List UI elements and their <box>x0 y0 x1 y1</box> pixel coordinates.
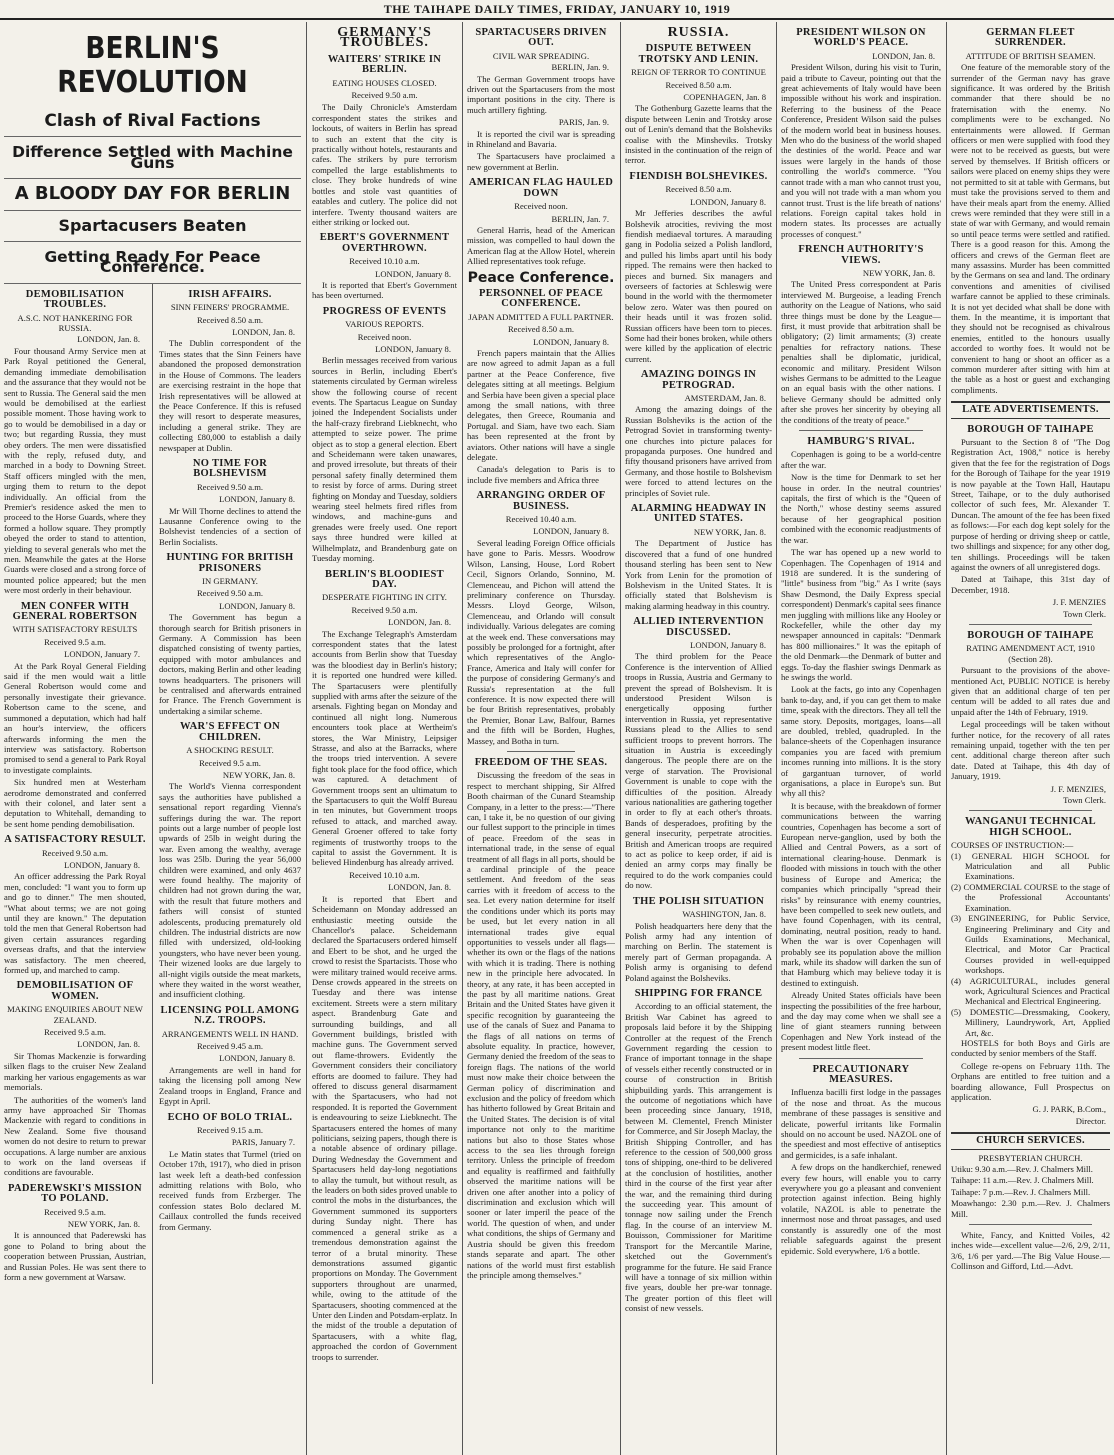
article-text: It is reported that Ebert's Government has been overturned. <box>312 279 457 301</box>
article-heading: PADEREWSKI'S MISSION TO POLAND. <box>8 1182 142 1205</box>
received-time: Received 9.5 a.m. <box>44 636 106 647</box>
article-subheading: VARIOUS REPORTS. <box>345 319 424 330</box>
dateline: LONDON, Jan. 8. <box>388 617 451 628</box>
article-subheading: EATING HOUSES CLOSED. <box>332 77 437 88</box>
subcolumn-left <box>4 284 146 1285</box>
received-time: Received 8.50 a.m. <box>665 184 732 195</box>
article-heading: SHIPPING FOR FRANCE <box>634 987 763 999</box>
article-text: It is because, with the breakdown of former communications between the warring countries, Copenhagen has become a sort of European nerve-ganglion, used by both the Allied and Central Powers, as a sort of international clearing-house. Denmark is flooded with missions in touch with the other business of Europe and America; the companies which principally "spread their risks" by reinsurance with enemy countries, have been compelled to seek new outlets, and have found Copenhagen, with its central, dominating, neutral position, ready to hand. When the war is over Copenhagen will probably see its population above the million mark, while its shadow will darken the sun of that Hamburg which may believe today it is destined to extinguish. <box>781 800 941 988</box>
article-heading: BERLIN'S BLOODIEST DAY. <box>325 568 444 590</box>
article-heading: PRESIDENT WILSON ON WORLD'S PEACE. <box>796 27 926 49</box>
received-time: Received 9.50 a.m. <box>351 604 418 615</box>
divider <box>969 1224 1092 1225</box>
article-text: The Daily Chronicle's Amsterdam correspondent states the strikes and lockouts, of waiters in Berlin has spread to such an extent that the city is practically without hotels, restaurants and cafes. The strikers by pure terrorism compelled the large establishments to close. They broke hundreds of wine bottles and stole vast quantities of eatables and cutlery. The police did not interfere. Twenty thousand waiters are either striking or locked out. <box>312 102 457 227</box>
article-heading: ECHO OF BOLO TRIAL. <box>167 1111 293 1123</box>
article-text: The United Press correspondent at Paris interviewed M. Burgeoise, a leading French authority on the League of Nations, who said three things must be done by the League—first, it must provide that arbitration shall be obligatory; (2) limit armaments; (3) create penalties for refractory nations. These penalties shall be diplomatic, juridical, economic and military. President Wilson wishes Germans to be admitted to the League on an equal basis with the other nations. I believe Germany should be admitted only after she proves her sincerity by obeying all the conditions of the treaty of peace." <box>781 279 941 425</box>
article-heading: SPARTACUSERS DRIVEN OUT. <box>475 27 607 49</box>
article-subheading: IN GERMANY. <box>202 576 258 586</box>
received-time: Received 8.50 a.m. <box>507 324 575 335</box>
received-time: Received 9.5 a.m. <box>199 757 261 768</box>
dateline: LONDON, Jan. 8. <box>232 327 295 338</box>
dateline: LONDON, January 8. <box>533 526 609 537</box>
list-item: Taihape: 7 p.m.—Rev. J. Chalmers Mill. <box>951 1186 1091 1197</box>
article-text: The Gothenburg Gazette learns that the dispute between Lenin and Trotsky arose out of Lenin's demand that the Bolsheviks coalise with the Minsheviks. Trotsky insisted in the continuation of the reign of terror. <box>625 103 772 166</box>
article-heading: MEN CONFER WITH GENERAL ROBERTSON <box>12 600 138 623</box>
article-heading: EBERT'S GOVERNMENT OVERTHROWN. <box>319 232 450 254</box>
article-text: General Harris, head of the American mission, was compelled to haul down the American flag at the Allow Hotel, wherein Allied representatives took refuge. <box>467 224 615 267</box>
article-text: At the Park Royal General Fielding said if the men would wait a little General Robertson would come and personally investigate their grievance. Robertson came to the scene, and summoned a deputation, which had half an hour's interview, the officers afterwards informing the men the interview was satisfactory. Robertson promised to send a general to Park Royal to investigate complaints. <box>4 660 146 775</box>
divider <box>969 810 1092 811</box>
received-time: Received 9.50 a.m. <box>41 847 109 858</box>
dateline: LONDON, January 8. <box>533 336 609 347</box>
article-heading: HAMBURG'S RIVAL. <box>807 436 915 448</box>
article-text: Look at the facts, go into any Copenhagen bank to-day, and, if you can get them to make time, speak with the directors. They all tell the same story. Deposits, mortgages, loans—all are doubled, trebled, quadrupled. In the balance-sheets of the Copenhagen insurance companies you are faced with premium incomes running into millions. It is the story of gargantuan turnover, of world organisations, a place in Europe's sun. But why all this? <box>781 684 941 799</box>
deck-bloody-day: A BLOODY DAY FOR BERLIN <box>4 179 301 210</box>
dateline: NEW YORK, Jan. 8. <box>222 769 295 780</box>
newspaper-page <box>0 20 1114 1455</box>
article-text: Berlin messages received from various sources in Berlin, including Ebert's statements circulated by German wireless show the following course of recent events. The Spartacus League on Sunday joined the Independent Socialists under the half-crazy firebrand Liebknecht, who attempted to seize power. The prime object as to stop a general election. Ebert and Scheidemann were taken unawares, and proved irresolute, but threats of their personal safety finally determined them to resist by force of arms. During street fighting on Monday and Tuesday, soldiers wearing steel helmets fired rifles from windows, and machine-guns and grenades were freely used. One report says three hundred were killed at Wilhelmplatz, and Brandenburg gate on Tuesday morning. <box>312 355 457 564</box>
received-time: Received 10.10 a.m. <box>349 256 420 267</box>
article-text: The Spartacusers have proclaimed a new government at Berlin. <box>467 151 615 172</box>
article-heading: AMAZING DOINGS IN PETROGRAD. <box>640 369 757 391</box>
article-text: Now is the time for Denmark to set her house in order. In the neutral countries' capitals, the first of which is the "Queen of the North," whose destiny seems assured because of her geographical position combined with the economic readjustments of the war. <box>781 472 941 545</box>
dateline: COPENHAGEN, Jan. 8 <box>683 92 766 103</box>
dateline: NEW YORK, Jan. 8. <box>67 1218 140 1229</box>
article-heading: PROGRESS OF EVENTS <box>322 305 447 317</box>
article-subheading: CIVIL WAR SPREADING. <box>492 50 590 61</box>
deck-machine-guns: Difference Settled with Machine Guns <box>4 137 301 179</box>
list-item: Utiku: 9.30 a.m.—Rev. J. Chalmers Mill. <box>951 1164 1093 1175</box>
notice-text: College re-opens on February 11th. The Orphans are entitled to free tuition and a boarding allowance, Full Prospectus on application. <box>951 1060 1110 1102</box>
article-subheading: ARRANGEMENTS WELL IN HAND. <box>161 1028 299 1039</box>
deck-spartacusers: Spartacusers Beaten <box>4 211 301 242</box>
column-spartacusers <box>467 22 615 1455</box>
received-time: Received noon. <box>357 331 412 342</box>
received-time: Received 9.5 a.m. <box>44 1206 106 1217</box>
dateline: LONDON, January 7. <box>64 649 140 660</box>
received-time: Received 9.50 a.m. <box>196 588 264 599</box>
section-heading: Peace Conference. <box>467 269 615 286</box>
divider <box>507 751 575 752</box>
received-time: Received noon. <box>514 201 568 212</box>
courses-list <box>951 851 1110 1038</box>
article-heading: HUNTING FOR BRITISH PRISONERS <box>166 552 294 574</box>
article-text: The Government has begun a thorough search for British prisoners in Germany. A Commission has been dispatched consisting of twenty parties, equipped with motor ambulances and doctors, making Berlin and other leading towns headquarters. The prisoners will be centralised and afterwards entrained for France. The French Government is undertaking a similar scheme. <box>159 612 301 716</box>
article-text: The Dublin correspondent of the Times states that the Sinn Feiners have abandoned the proposed demonstration in the House of Commons. The leaders are exercising restraint in the hope that Irish representatives will be allowed at the Peace Conference. If this is refused they will resort to desperate measures, including a general strike. They are collecting £80,000 to establish a daily newspaper at Dublin. <box>159 338 301 453</box>
column-wilson <box>781 22 941 1455</box>
article-heading: ARRANGING ORDER OF BUSINESS. <box>476 490 606 512</box>
dateline: LONDON, January 8. <box>375 343 451 354</box>
received-time: Received 10.10 a.m. <box>349 869 420 880</box>
article-heading: LICENSING POLL AMONG N.Z. TROOPS. <box>160 1004 300 1027</box>
column-rule <box>462 22 463 1455</box>
article-text: President Wilson, during his visit to Turin, paid a tribute to Caveur, pointing out that the great achievements of Italy would have been impossible without his work and inspiration. Referring to the business of the Peace Conference, President Wilson said the pulses of the modern world beat in business houses. Men who do the business of the world shaped the destinies of the world. Peace and war issues were largely in the hands of those controlling the world's commerce. "You cannot trade with a man who cannot trust you, and you will not trade with a man whom you cannot trust. Trust is the life breath of nations' relations. Foreign capital takes hold in modern states. Its processes are actually processes of conquest." <box>781 62 941 239</box>
received-time: Received 9.50 a.m. <box>351 90 418 101</box>
article-text: An officer addressing the Park Royal men, concluded: "I want you to form up and go to dinner." The men shouted, "What about terms; we are not going until they are known." The deputation told the men that General Robertson had given certain assurances regarding overseas drafts, and that the interview was satisfactory. The men cheered, formed up, and marched to camp. <box>4 871 146 976</box>
received-time: Received 8.50 a.m. <box>196 314 264 325</box>
article-heading: A SATISFACTORY RESULT. <box>4 834 146 846</box>
article-heading: GERMAN FLEET SURRENDER. <box>986 27 1075 49</box>
column-rule <box>946 22 947 1455</box>
article-text: The third problem for the Peace Conference is the intervention of Allied troops in Russia, Austria and Germany to prevent the spread of Bolshevism. It is understood President Wilson is energetically opposing further intervention in Russia, yet representative Russians plead to the Allies to send sufficient troops to prevent horrors. The situation in Austria is exceedingly dangerous. The people there are on the verge of starvation. The Provisional Government is unable to cope with the difficulties of the position. Already various nationalities are gathering together in order to fly at each other's throats. Bands of desperadoes, profiting by the general insecurity, perpetrate atrocities. British and American troops are required to act as police to keep order, if aid is denied an army corps may finally be required to do the work companies could do now. <box>625 651 772 891</box>
dateline: BERLIN, Jan. 9. <box>551 62 609 73</box>
section-heading: GERMANY'S TROUBLES. <box>337 25 432 51</box>
advertisements-heading: LATE ADVERTISEMENTS. <box>951 401 1110 418</box>
notice-text: Pursuant to the provisions of the above-mentioned Act, PUBLIC NOTICE is hereby given that an additional charge of ten per centum will be added to all rates due and unpaid after the 14th of February, 1919. <box>951 665 1110 717</box>
received-time: Received 8.50 a.m. <box>665 79 732 90</box>
article-subheading: A SHOCKING RESULT. <box>186 745 274 756</box>
church-subheading: PRESBYTERIAN CHURCH. <box>978 1152 1083 1163</box>
received-time: Received 9.45 a.m. <box>196 1041 264 1052</box>
article-text: Discussing the freedom of the seas in respect to merchant shipping, Sir Alfred Booth chairman of the Cunard Steamship Company, in a letter to the press:—"There can, I take it, be no question of our giving our fullest support to the principle in times of peace. Freedom of the seas in international trade, in the sense of equal treatment of all flags in all ports, should be a cardinal principle of the peace settlement. And freedom of the seas carries with it freedom of access to the sea. Let every nation determine for itself the conditions under which its ports may be used, but let every nation in all international trades give equal opportunities to vessels under all flags—whether its own or the flags of the nations with which it is trading. There is nothing new in the principle here advocated. In theory, at any rate, it has been accepted in the past by all maritime nations. Great Britain and the United States have given it specific recognition by guaranteeing the use of the canals of Suez and Panama to the flags of all nations on terms of absolute equality. In practice, however, Germany denied the freedom of the seas to foreign flags. The nations of the world must now make their choice between the German policy of discrimination and exclusion and the policy of freedom which has hitherto followed by Great Britain and the United States. The decision is of vital importance not only to the maritime nations but also to those States whose access to the sea lies through foreign territory. Unless the principle of freedom and equality is reaffirmed and faithfully observed the maritime nations will be driven one after another into a policy of discrimination and exclusion which will sooner or later imperil the peace of the world. The question of when, and under what conditions, the ships of Germany and Austria should be given this freedom stands separate and apart. The other nations of the world must first establish the principle among themselves." <box>467 770 615 1280</box>
article-heading: WAR'S EFFECT ON CHILDREN. <box>180 721 280 743</box>
column-germany-troubles <box>312 22 457 1455</box>
column-russia <box>625 22 772 1455</box>
dateline: PARIS, Jan. 9. <box>558 117 609 128</box>
dateline: NEW YORK, Jan. 8. <box>693 526 766 537</box>
article-subheading: JAPAN ADMITTED A FULL PARTNER. <box>468 311 614 322</box>
article-text: The World's Vienna correspondent says the authorities have published a sensational report regarding Vienna's sufferings during the war. The report points out a large number of people lost upwards of 25lb in weight during the war. Even among the wealthy, average loss was 25lb. During the year 56,000 children were examined, and only 4637 were found healthy. The majority of children had not grown during the war, with the result that future mothers and fathers will consist of stunted adolescents, producing prematurely old children. The industrial districts are now filled with undersized, old-looking youngsters, who have never been young. Their wizened looks are due largely to all-night vigils outside the meat markets, where they waited in the worst weather, and insufficient clothing. <box>159 781 301 1000</box>
signature-name: J. F. MENZIES, <box>1050 783 1106 794</box>
article-heading: ALARMING HEADWAY IN UNITED STATES. <box>630 503 767 525</box>
article-text: Influenza bacilli first lodge in the passages of the nose and throat. As the mucous membrane of these passages is sensitive and delicate, powerful irritants like Formalin should on no account be used. NAZOL one of the speediest and most effective of antiseptics and germicides, is a safe inhalant. <box>781 1087 941 1160</box>
notice-text: Legal proceedings will be taken without further notice, for the recovery of all rates remaining unpaid, together with the ten per cent. additional charge thereon after such date. Dated at Taihape, this 4th day of January, 1919. <box>951 719 1110 782</box>
dateline: LONDON, January 8. <box>690 639 766 650</box>
notice-text: Pursuant to the Section 8 of "The Dog Registration Act, 1908," notice is hereby given that the fee for the registration of Dogs for the Borough of Taihape for the year 1919 is now payable at the Town Hall, Hautapu Street, Taihape, or to the duly authorised collector of such fees, Mr. Alexander T. Duncan. The amount of the fee has been fixed as follows:—For each dog kept solely for the purpose of herding or driving sheep or cattle, two shillings and sixpence; for any other dog, ten shillings. Proceedings will be taken against the owners of all unregistered dogs. <box>951 437 1110 572</box>
article-subheading: REIGN OF TERROR TO CONTINUE <box>631 67 766 78</box>
church-heading: CHURCH SERVICES. <box>951 1132 1110 1149</box>
courses-intro: COURSES OF INSTRUCTION:— <box>951 840 1074 851</box>
article-subheading: SINN FEINERS' PROGRAMME. <box>170 302 290 313</box>
list-item: (2) COMMERCIAL COURSE to the stage of the Professional Accountants' Examination. <box>951 881 1110 913</box>
article-text: The authorities of the women's land army have approached Sir Thomas Mackenzie with regard to conditions in New Zealand. Some five thousand women do not desire to return to prewar occupations. A large number are anxious to work on the land overseas if conditions are favourable. <box>4 1094 146 1178</box>
notice-subheading: RATING AMENDMENT ACT, 1910 (Section 28). <box>966 643 1095 664</box>
article-heading: DISPUTE BETWEEN TROTSKY AND LENIN. <box>638 43 759 65</box>
article-heading: FREEDOM OF THE SEAS. <box>474 757 608 768</box>
article-text: The war has opened up a new world to Copenhagen. The Copenhagen of 1914 and 1918 are sundered. It is the sundering of "little" business from "big." As I write (says Shaw Desmond, the Daily Express special correspondent) Denmark's capital sees finance men juggling with millions like any Hooley or Rockefeller, while the other day my newspaper announced in capitals: "Denmark has 800 millionaires." It was the epitaph of the old Denmark—the Denmark of butter and eggs. To-day the flashier swings Denmark as he swings the world. <box>781 547 941 682</box>
article-heading: ALLIED INTERVENTION DISCUSSED. <box>633 616 764 638</box>
article-heading: NO TIME FOR BOLSHEVISM <box>192 457 268 480</box>
article-text: Mr Will Thorne declines to attend the Lausanne Conference owing to the Bolshevist tendencies of a section of Berlin Socialists. <box>159 505 301 547</box>
article-text: Six hundred men at Westerham aerodrome demonstrated and conferred with their colonel, and later sent a deputation to Whitehall, demanding to be sent home pending demobilisation. <box>4 777 146 829</box>
notice-heading: BOROUGH OF TAIHAPE <box>967 629 1094 641</box>
article-heading: WAITERS' STRIKE IN BERLIN. <box>327 53 442 76</box>
divider <box>799 430 923 431</box>
received-time: Received 9.50 a.m. <box>196 481 264 492</box>
notice-text: HOSTELS for both Boys and Girls are conducted by senior members of the Staff. <box>951 1037 1110 1059</box>
article-text: Polish headquarters here deny that the Polish army had any intention of marching on Berlin. The statement is merely part of German propaganda. A Polish army is organising to defend Poland against the Bolsheviks. <box>625 920 772 983</box>
dateline: BERLIN, Jan. 7. <box>551 213 609 224</box>
received-time: Received 9.5 a.m. <box>44 1027 106 1038</box>
article-text: It is reported the civil war is spreading in Rhineland and Bavaria. <box>467 128 615 150</box>
column-rule <box>152 284 153 1384</box>
signature-name: J. F. MENZIES <box>1052 597 1106 608</box>
article-text: Among the amazing doings of the Russian Bolsheviks is the action of the Petrograd Soviet in transforming twenty-one churches into picture palaces for propaganda purposes. One hundred and fifty thousand prisoners have arrived from Germany, and those hostile to Bolshevism were forced to attend lectures on the principles of Soviet rule. <box>625 404 772 498</box>
subcolumn-right <box>159 284 301 1234</box>
column-rule <box>620 22 621 1455</box>
article-text: It is reported that Ebert and Scheidemann on Monday addressed an enthusiastic meeting outside the Chancellor's palace. Scheidemann declared the Spartacusers ordered himself and Ebert to be shot, and he urged the crowd to resist the Spartacists. Those who were military trained would receive arms. Dense crowds appeared in the streets on Tuesday and there was intense excitement. Streets were a stern military aspect. Brandenburg Gate and surrounding buildings, and all Government buildings, bristled with machine guns. The Government served out flame-throwers. Evidently the Government considers their conciliatory efforts are doomed to failure. They had offered to discuss general disarmament with the Spartacusers, who had not responded. It is reported the Government is endeavouring to seize Liebknecht. The Spartacusers entered the homes of many politicians, seizing papers, though there is a notable absence of ordinary pillage. During Wednesday the Government and Spartacusers held day-long negotiations to allay the tumult, but without result, as the leaders on both sides proved unable to control the mobs in the disturbances, the Government summoned its supporters during Sunday night. There has commenced a general strike as a tremendous demonstration against the terror of a brutal minority. These demonstrations assumed gigantic proportions on Monday. The Government supporters throughout are unarmed, while, owing to the attitude of the Spartacusers, shooting commenced at the Unter den Linden and Potsdam-erplatz. In the midst of the trouble a deputation of Spartacusers, with a white flag, approached the cordon of Government troops to surrender. <box>312 893 457 1362</box>
article-text: The German Government troops have driven out the Spartacusers from the most important positions in the city. There is much artillery fighting. <box>467 73 615 115</box>
article-text: Sir Thomas Mackenzie is forwarding silken flags to the cruiser New Zealand marking her various engagements as war memorials. <box>4 1050 146 1093</box>
dateline: NEW YORK, Jan. 8. <box>862 267 935 278</box>
deck-peace-conference: Getting Ready For Peace Conference. <box>4 242 301 284</box>
list-item: Taihape: 11 a.m.—Rev. J. Chalmers Mill. <box>951 1175 1094 1186</box>
article-text: Several leading Foreign Office officials have gone to Paris. Messrs. Woodrow Wilson, Lansing, House, Lord Robert Cecil, Signors Orlando, Sonnino, M. Clemenceau, and Pichon will attend the preliminary conference on Thursday. Messrs. Lloyd George, Wilson, Clemenceau, and Orlando will consult individually. Various delegates are coming at the week end. These conversations may possibly be prolonged for a fortnight, after which representatives of the Anglo-France, America and Italy will confer for the purpose of considering Germany's and Russia's representation at the full conference. It is now expected there will be four British representatives, probably the Premier, Bonar Law, Balfour, Barnes and the fifth will be Borden, Hughes, Massey, and Botha in turn. <box>467 537 615 746</box>
dateline: LONDON, Jan. 8. <box>77 334 140 345</box>
article-heading: DEMOBILISATION TROUBLES. <box>25 288 125 311</box>
article-text: It is announced that Paderewski has gone to Poland to bring about the cooperation between Prussian, Austrian, and Russian Poles. He was sent there to form a new government at Warsaw. <box>4 1230 146 1282</box>
list-item: Moawhango: 2.30 p.m.—Rev. J. Chalmers Mill. <box>951 1198 1110 1219</box>
article-text: One feature of the memorable story of the surrender of the German navy has grave significance. It was ordered by the British commander that there should be no fraternisation with the enemy. No compliments were to be exchanged. No entertainments were allowed. If German officers or men were supplied with food they were not to be received as guests, but were served by themselves. If British officers or sailors were placed on enemy ships they were not permitted to sit at table with Germans, but must take the provisions served to them and have their meals apart from the enemy. Allied crews were reminded that they were still in a state of war with Germany, and would remain so until peace terms were settled and ratified. There is a good reason for this. Among the officers and crews of the German fleet are many assassins. Murder has been committed by the Germans on sea and land. The ordinary conventions and amenities of civilised warfare cannot be applied to these criminals. It is not yet decided what shall be done with them. In the meantime, it is important that they should not be recognised as chivalrous enemies, entitled to the honours usually accorded to worthy foes. It would not be convenient to hang or shoot an officer as a common murderer after sitting with him at the table as a host or guest and exchanging compliments. <box>951 62 1110 395</box>
article-subheading: DESPERATE FIGHTING IN CITY. <box>322 592 447 603</box>
article-subheading: MAKING ENQUIRIES ABOUT NEW ZEALAND. <box>7 1004 143 1025</box>
column-rule <box>776 22 777 1455</box>
article-heading: AMERICAN FLAG HAULED DOWN <box>468 177 614 199</box>
signature-title: Director. <box>1075 1115 1106 1126</box>
dateline: LONDON, January 8. <box>690 196 766 207</box>
signature-name: G. J. PARK, B.Com., <box>1032 1104 1106 1115</box>
article-text: The Exchange Telegraph's Amsterdam correspondent states that the latest accounts from Berlin show that Tuesday was the bloodiest day in Berlin's history; it is reported one hundred were killed. The Spartacusers were plentifully supplied with arms after the seizure of the arsenals. Fighting began on Monday and continued all night long. Numerous encounters took place at Wertheim's stores, the War Ministry, Leipsiger Strasse, and also at the Barracks, where the troops tried intervention. A severe fight took place for the food office, which was captured. A detachment of Government troops sent an ultimatum to the Spartacusers to quit the Wolff Bureau in ten minutes, but Government troops refused to attack, and marched away. General Groener offered to take forty regiments of trustworthy troops to the capital to assist the Government. It is believed Hindenburg has already arrived. <box>312 628 457 868</box>
article-heading: IRISH AFFAIRS. <box>188 288 272 300</box>
advertisement-text: White, Fancy, and Knitted Voiles, 42 inches wide—excellent value—2/6, 2/9, 2/11, 3/6, 1/6 per yard.—The Big Value House.—Collinson and Gifford, Ltd.—Advt. <box>951 1230 1110 1272</box>
article-heading: FIENDISH BOLSHEVIKES. <box>629 170 768 182</box>
column-rule <box>306 22 307 1455</box>
dateline: PARIS, January 7. <box>231 1137 295 1148</box>
dateline: LONDON, Jan. 8. <box>872 50 935 61</box>
dateline: LONDON, January 8. <box>219 494 295 505</box>
masthead: THE TAIHAPE DAILY TIMES, FRIDAY, JANUARY 10, 1919 <box>0 0 1114 20</box>
notice-heading: BOROUGH OF TAIHAPE <box>967 423 1094 435</box>
divider <box>799 1058 923 1059</box>
article-text: Mr Jefferies describes the awful Bolshevik atrocities, reviving the most fiendish mediaeval tortures. A marauding gang in Podolia seized a Polish landlord, and pulled his limbs apart until his body ripped. The remains were then hacked to pieces and burned. Six managers and overseers of factories at Schleswig were bound in the world with the thermometer below zero. Water was then poured on their heads until it was frozen solid. Russian officers have been torn to pieces. Some had their bones broken, while others were killed by the application of electric current. <box>625 208 772 364</box>
article-text: Arrangements are well in hand for taking the licensing poll among New Zealand troops in England, France and Egypt in April. <box>159 1064 301 1107</box>
list-item: (4) AGRICULTURAL, includes general work, Agricultural Sciences and Practical Mechanical and Electrical Engineering. <box>951 975 1110 1007</box>
main-headline: BERLIN'S REVOLUTION <box>57 31 248 100</box>
article-text: The Department of Justice has discovered that a fund of one hundred thousand sterling has been sent to New York from Lenin for the promotion of Bolshevism in the United States. It is officially stated that Bolshevism is making alarming headway in this country. <box>625 538 772 611</box>
section-heading: RUSSIA. <box>667 25 730 40</box>
article-subheading: ATTITUDE OF BRITISH SEAMEN. <box>965 50 1096 61</box>
article-text: Canada's delegation to Paris is to include five members and Africa three <box>467 464 615 485</box>
article-text: Already United States officials have been inspecting the possibilities of the free harbour, and the day may come when we shall see a line of giant steamers running between Copenhagen and New York instead of the present modest little fleet. <box>781 990 941 1053</box>
signature-title: Town Clerk. <box>1063 795 1106 806</box>
dateline: LONDON, Jan. 8. <box>388 882 451 893</box>
article-heading: DEMOBILISATION OF WOMEN. <box>16 980 134 1002</box>
deck-clash: Clash of Rival Factions <box>4 106 301 137</box>
article-text: French papers maintain that the Allies are now agreed to admit Japan as a full partner at the Peace Conference, five delegates sitting at all meetings. Belgium and Serbia have been given a special place among the small nations, with three delegates, then Greece, Roumania and Portugal. and Siam, have two each. Siam has been represented at the front by aviators. Other nations will have a single delegate. <box>467 347 615 463</box>
notice-date: Dated at Taihape, this 31st day of December, 1918. <box>951 574 1110 595</box>
article-text: According to an official statement, the British War Cabinet has agreed to proposals laid before it by the Shipping Controller at the request of the French Government regarding the cession to France of important tonnage in the shape of vessels either recently constructed or in course of construction in British shipbuilding yards. This arrangement is the outcome of negotiations which have been proceeding since January, 1918, between M. Clementel, French Minister for Commerce, and Sir Joseph Maclay, the British Shipping Controller, and has reference to the cession of 500,000 gross tons of shipping, one-third to be delivered at the conclusion of hostilities, another third in the course of the first year after the war, and the remaining third during the succeeding year. This amount of tonnage now sailing under the French flag. In the course of an interview M. Bouisson, Commissioner for Maritime Transport for the Mercantile Marine, sketched out the Government's programme for the future. He said France will have a tonnage of six million within five years, double her pre-war tonnage. The greater portion of this fleet will consist of new vessels. <box>625 1001 772 1314</box>
signature-title: Town Clerk. <box>1063 608 1106 619</box>
received-time: Received 9.15 a.m. <box>196 1124 264 1135</box>
article-subheading: A.S.C. NOT HANKERING FOR RUSSIA. <box>17 312 133 334</box>
article-text: Le Matin states that Turmel (tried on October 17th, 1917), who died in prison last week left a death-bed confession admitting relations with Bolo, who received funds from Erzberger. The confession states Bolo declared M. Caillaux controlled the funds received from Germany. <box>159 1148 301 1232</box>
dateline: LONDON, Jan. 8. <box>77 1039 140 1050</box>
article-heading: FRENCH AUTHORITY'S VIEWS. <box>798 244 924 266</box>
notice-heading: WANGANUI TECHNICAL HIGH SCHOOL. <box>965 816 1096 838</box>
list-item: (3) ENGINEERING, for Public Service, Engineering Preliminary and City and Guilds Examinations, Mechanical, Electrical, and Motor Car Practical Courses provided in well-equipped workshops. <box>951 913 1110 976</box>
list-item: (5) DOMESTIC—Dressmaking, Cookery, Millinery, Laundrywork, Art, Applied Art, &c. <box>951 1006 1110 1038</box>
column-fleet-and-ads <box>951 22 1110 1455</box>
list-item: (1) GENERAL HIGH SCHOOL for Matriculation and all Public Examinations. <box>951 850 1110 882</box>
article-heading: PERSONNEL OF PEACE CONFERENCE. <box>478 287 604 310</box>
dateline: AMSTERDAM, Jan. 8. <box>684 393 766 403</box>
services-list <box>951 1164 1110 1219</box>
article-heading: PRECAUTIONARY MEASURES. <box>812 1063 910 1085</box>
dateline: LONDON, January 8. <box>64 859 140 870</box>
dateline: LONDON, January 8. <box>219 1053 295 1064</box>
article-subheading: WITH SATISFACTORY RESULTS <box>12 624 138 635</box>
article-text: Four thousand Army Service men at Park Royal petitioned the General, demanding immediate demobilisation and the assurance that they would not be sent to Russia. The General said the men would be demobilised at the earliest possible moment. Those having work to go to would be demobilised in a day or two; but regarding Russia, they must obey orders. The men were dissatisfied with the reply, refused duty, and marched in a body to Downing Street. Staff officers mingled with the men, urging them to return to the depot individually. An official from the Premier's residence asked the men to proceed to the Horse Guards, where they formed a hollow square. They promptly obeyed the order to stand to attention, yielding to several generals who met the men. Meanwhile the gates at the Horse Guards were closed and a strong force of mounted police appeared; but the men were most orderly in their behaviour. <box>4 345 146 596</box>
dateline: WASHINGTON, Jan. 8. <box>682 909 766 920</box>
received-time: Received 10.40 a.m. <box>505 514 577 525</box>
dateline: LONDON, January 8. <box>219 600 295 611</box>
column-berlin-revolution <box>4 22 301 1455</box>
dateline: LONDON, January 8. <box>375 268 451 279</box>
article-text: A few drops on the handkerchief, renewed every few hours, will enable you to carry everywhere you go a pleasant and convenient protection against infection. Being highly volatile, NAZOL is able to penetrate the innermost nose and throat passages, and used constantly is assuredly one of the most reliable safeguards against the present epidemic. Sold everywhere, 1/6 a bottle. <box>781 1162 941 1256</box>
article-heading: THE POLISH SITUATION <box>632 895 765 907</box>
divider <box>969 624 1092 625</box>
article-text: Copenhagen is going to be a world-centre after the war. <box>781 449 941 470</box>
